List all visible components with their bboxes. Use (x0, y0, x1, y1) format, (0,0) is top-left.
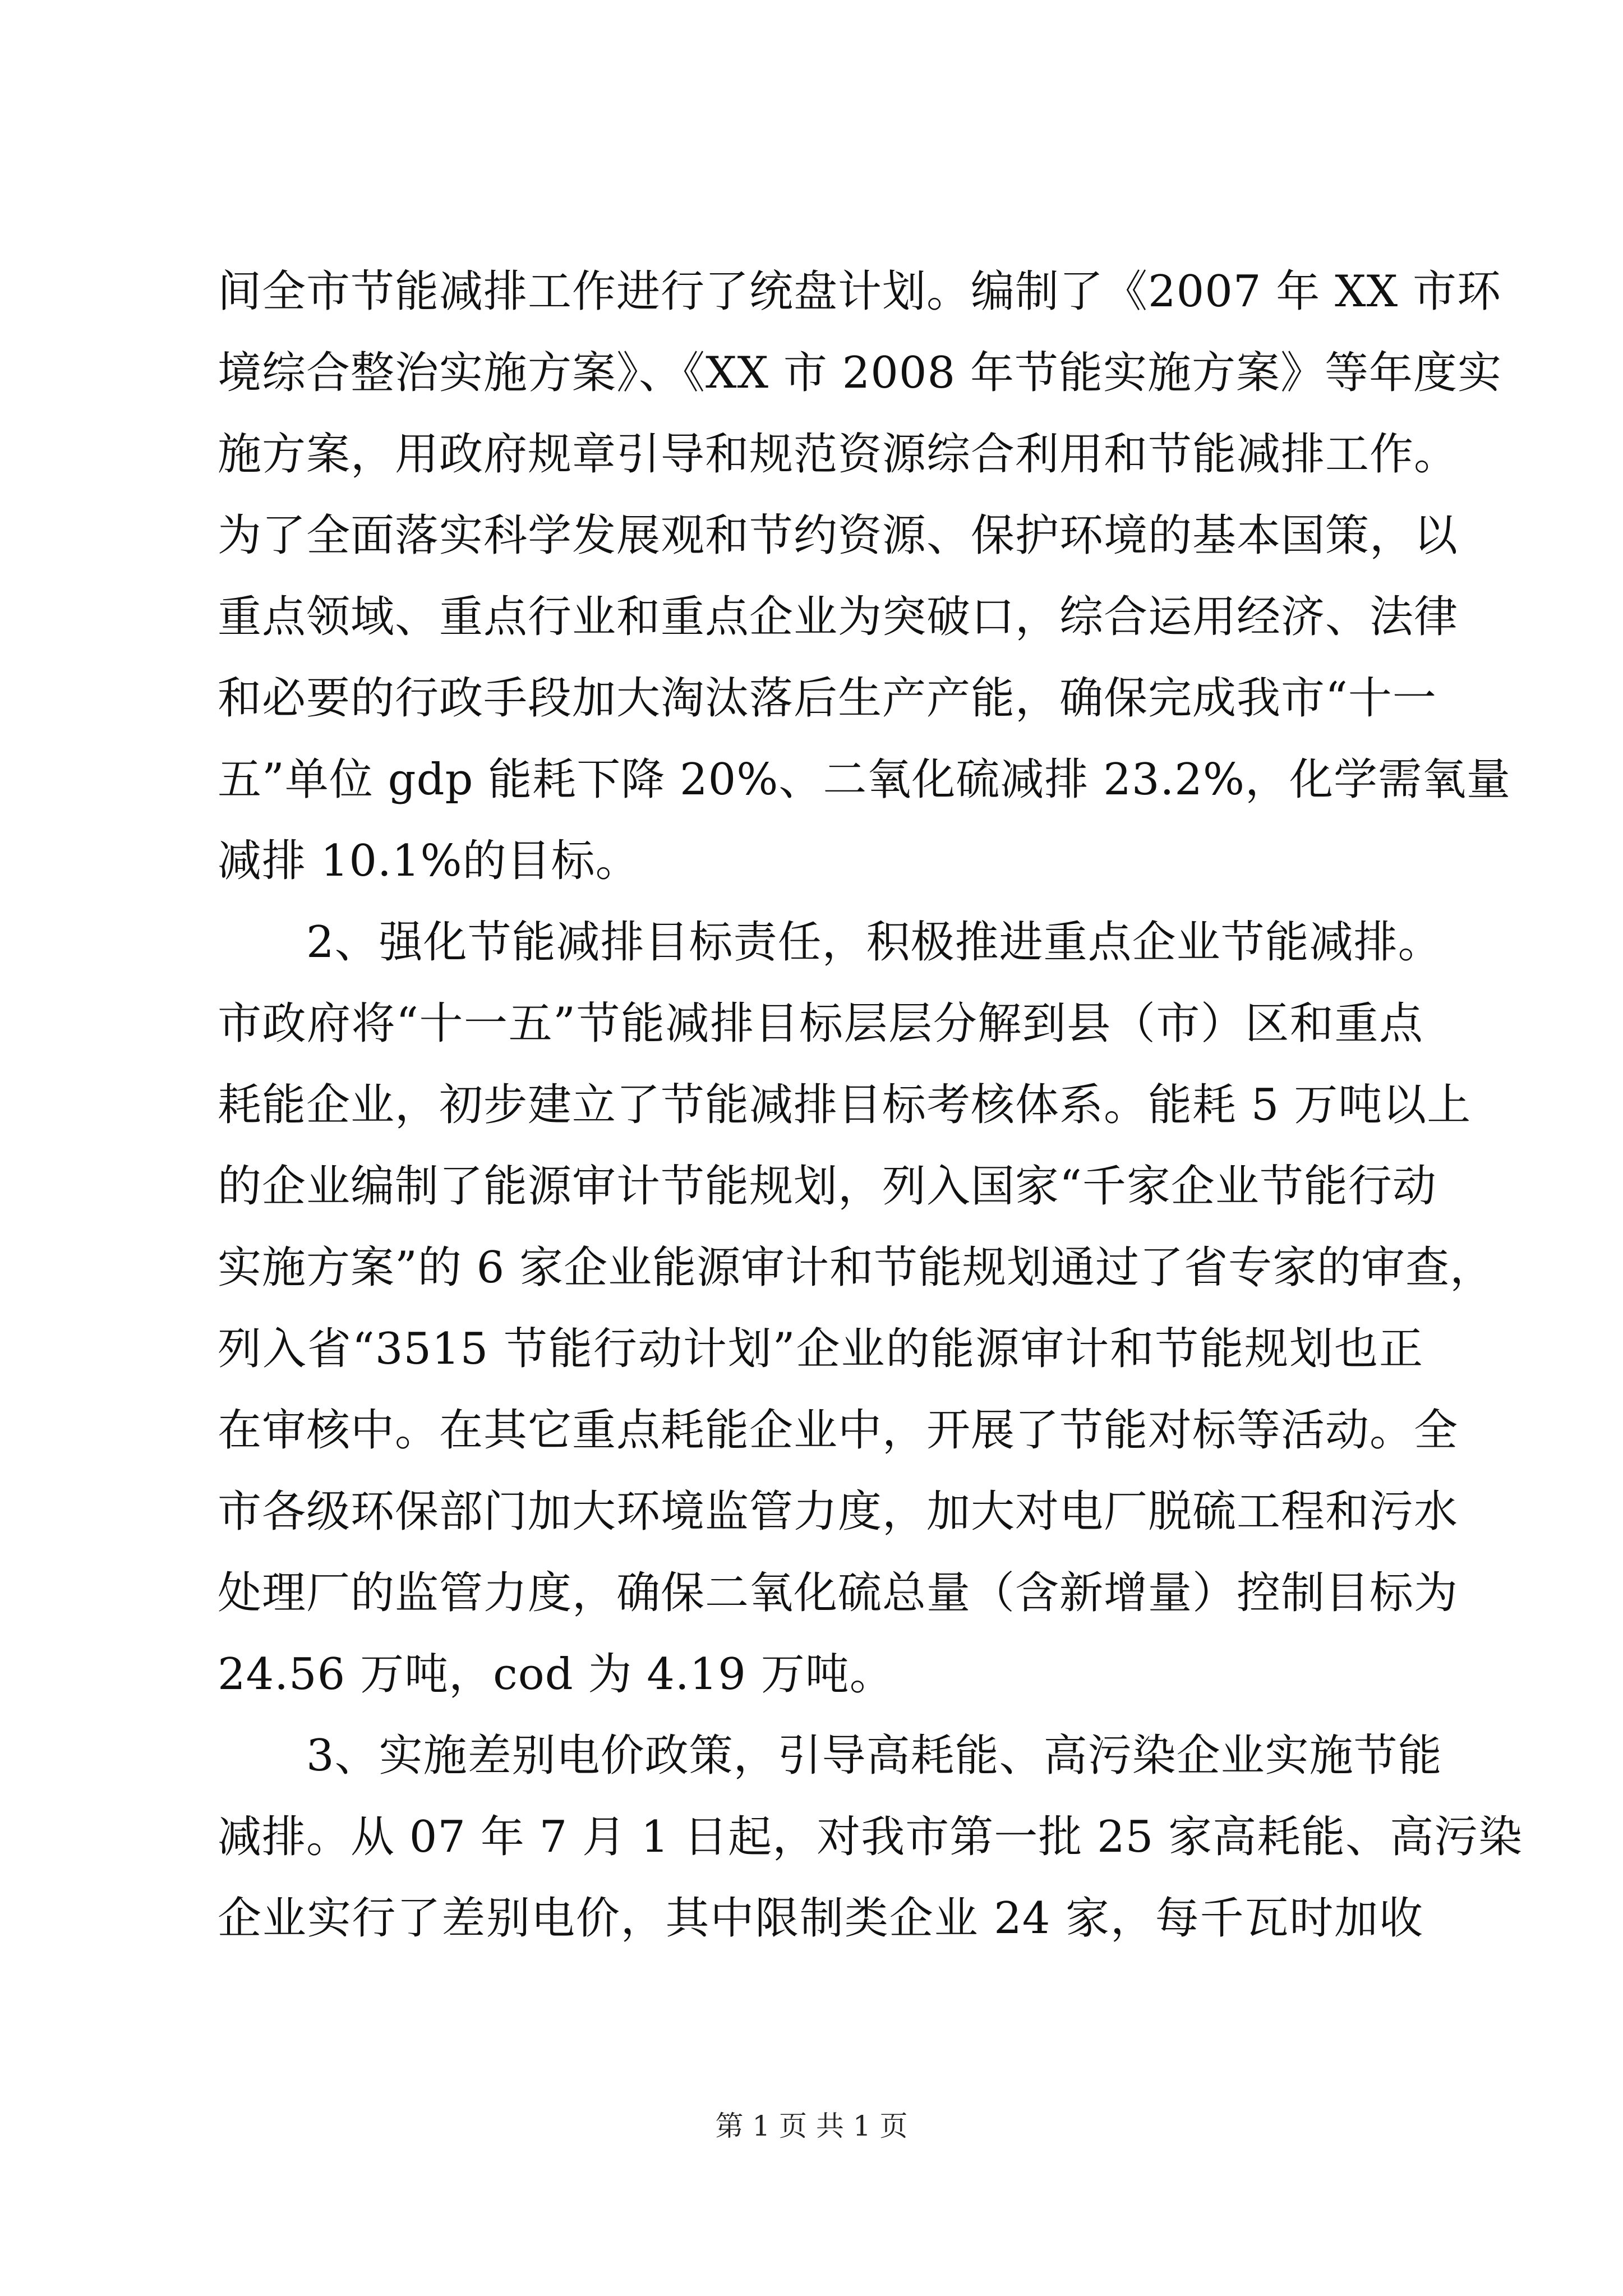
text-line: 境综合整治实施方案》、《XX 市 2008 年节能实施方案》等年度实 (218, 348, 1502, 398)
text-line: 五”单位 gdp 能耗下降 20%、二氧化硫减排 23.2%，化学需氧量 (218, 754, 1511, 805)
text-line: 和必要的行政手段加大淘汰落后生产产能，确保完成我市“十一 (218, 673, 1437, 724)
text-line: 3、实施差别电价政策，引导高耗能、高污染企业实施节能 (218, 1731, 1442, 1781)
text-line: 间全市节能减排工作进行了统盘计划。编制了《2007 年 XX 市环 (218, 266, 1501, 317)
text-line: 耗能企业，初步建立了节能减排目标考核体系。能耗 5 万吨以上 (218, 1080, 1472, 1130)
text-line: 企业实行了差别电价，其中限制类企业 24 家，每千瓦时加收 (218, 1893, 1423, 1944)
text-line: 2、强化节能减排目标责任，积极推进重点企业节能减排。 (218, 917, 1442, 968)
text-line: 施方案，用政府规章引导和规范资源综合利用和节能减排工作。 (218, 429, 1459, 480)
text-line: 24.56 万吨，cod 为 4.19 万吨。 (218, 1649, 894, 1700)
text-line: 市政府将“十一五”节能减排目标层层分解到县（市）区和重点 (218, 999, 1423, 1049)
text-line: 重点领域、重点行业和重点企业为突破口，综合运用经济、法律 (218, 592, 1459, 642)
text-line: 减排。从 07 年 7 月 1 日起，对我市第一批 25 家高耗能、高污染 (218, 1812, 1523, 1862)
text-line: 实施方案”的 6 家企业能源审计和节能规划通过了省专家的审查， (218, 1243, 1495, 1293)
text-line: 处理厂的监管力度，确保二氧化硫总量（含新增量）控制目标为 (218, 1568, 1459, 1618)
text-line: 列入省“3515 节能行动计划”企业的能源审计和节能规划也正 (218, 1324, 1423, 1374)
page-number: 第 1 页 共 1 页 (715, 2110, 908, 2142)
text-line: 的企业编制了能源审计节能规划，列入国家“千家企业节能行动 (218, 1161, 1437, 1212)
text-line: 为了全面落实科学发展观和节约资源、保护环境的基本国策，以 (218, 510, 1459, 561)
text-line: 减排 10.1%的目标。 (218, 836, 640, 886)
text-line: 市各级环保部门加大环境监管力度，加大对电厂脱硫工程和污水 (218, 1487, 1459, 1537)
text-line: 在审核中。在其它重点耗能企业中，开展了节能对标等活动。全 (218, 1405, 1459, 1456)
body-text (218, 251, 1523, 1959)
